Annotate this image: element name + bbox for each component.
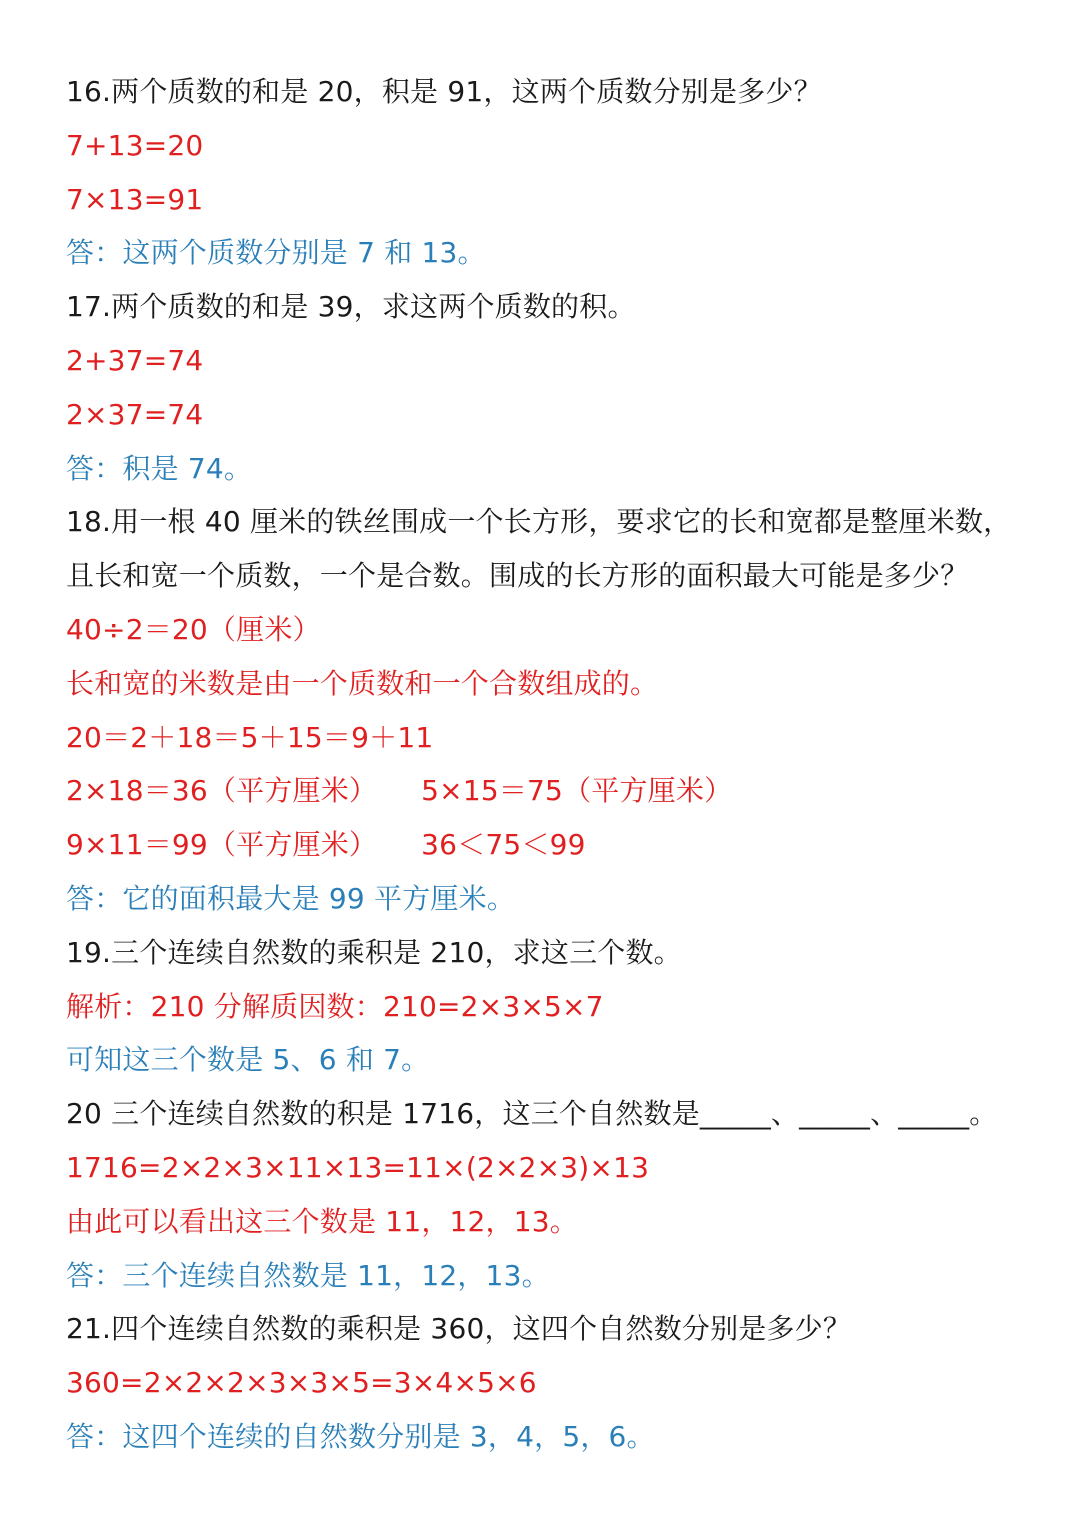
- question-20: 20 三个连续自然数的积是 1716，这三个自然数是_____、_____、_____。: [66, 1097, 998, 1131]
- question-17: 17.两个质数的和是 39，求这两个质数的积。: [66, 290, 636, 324]
- answer-19: 可知这三个数是 5、6 和 7。: [66, 1043, 430, 1077]
- work-line: 长和宽的米数是由一个质数和一个合数组成的。: [66, 666, 659, 700]
- question-19: 19.三个连续自然数的乘积是 210，求这三个数。: [66, 935, 682, 969]
- work-segment: 36＜75＜99: [421, 828, 586, 862]
- work-line: 由此可以看出这三个数是 11，12，13。: [66, 1204, 578, 1238]
- answer-17: 答：积是 74。: [66, 451, 253, 485]
- work-line: 2×37=74: [66, 397, 204, 431]
- question-18-line-2: 且长和宽一个质数，一个是合数。围成的长方形的面积最大可能是多少？: [66, 559, 969, 593]
- work-line: 7×13=91: [66, 182, 204, 216]
- question-16: 16.两个质数的和是 20，积是 91，这两个质数分别是多少？: [66, 75, 822, 108]
- work-line: 7+13=20: [66, 128, 204, 162]
- work-line-pair: [66, 818, 1050, 872]
- work-line: 1716=2×2×3×11×13=11×(2×2×3)×13: [66, 1150, 650, 1184]
- work-line: 40÷2＝20（厘米）: [66, 612, 321, 646]
- work-line-pair: [66, 764, 1050, 818]
- work-segment: 5×15＝75（平方厘米）: [421, 774, 733, 808]
- work-line: 2+37=74: [66, 343, 204, 377]
- work-segment: 9×11＝99（平方厘米）: [66, 828, 378, 862]
- answer-18: 答：它的面积最大是 99 平方厘米。: [66, 881, 516, 915]
- work-line: 解析：210 分解质因数：210=2×3×5×7: [66, 989, 604, 1023]
- work-line: 20＝2＋18＝5＋15＝9＋11: [66, 720, 434, 754]
- work-segment: 2×18＝36（平方厘米）: [66, 774, 378, 808]
- answer-20: 答：三个连续自然数是 11，12，13。: [66, 1258, 550, 1292]
- answer-16: 答：这两个质数分别是 7 和 13。: [66, 236, 486, 270]
- question-18-line-1: 18.用一根 40 厘米的铁丝围成一个长方形，要求它的长和宽都是整厘米数，: [66, 505, 1012, 539]
- work-line: 360=2×2×2×3×3×5=3×4×5×6: [66, 1366, 537, 1400]
- question-21: 21.四个连续自然数的乘积是 360，这四个自然数分别是多少？: [66, 1312, 852, 1346]
- answer-21: 答：这四个连续的自然数分别是 3，4，5，6。: [66, 1419, 655, 1453]
